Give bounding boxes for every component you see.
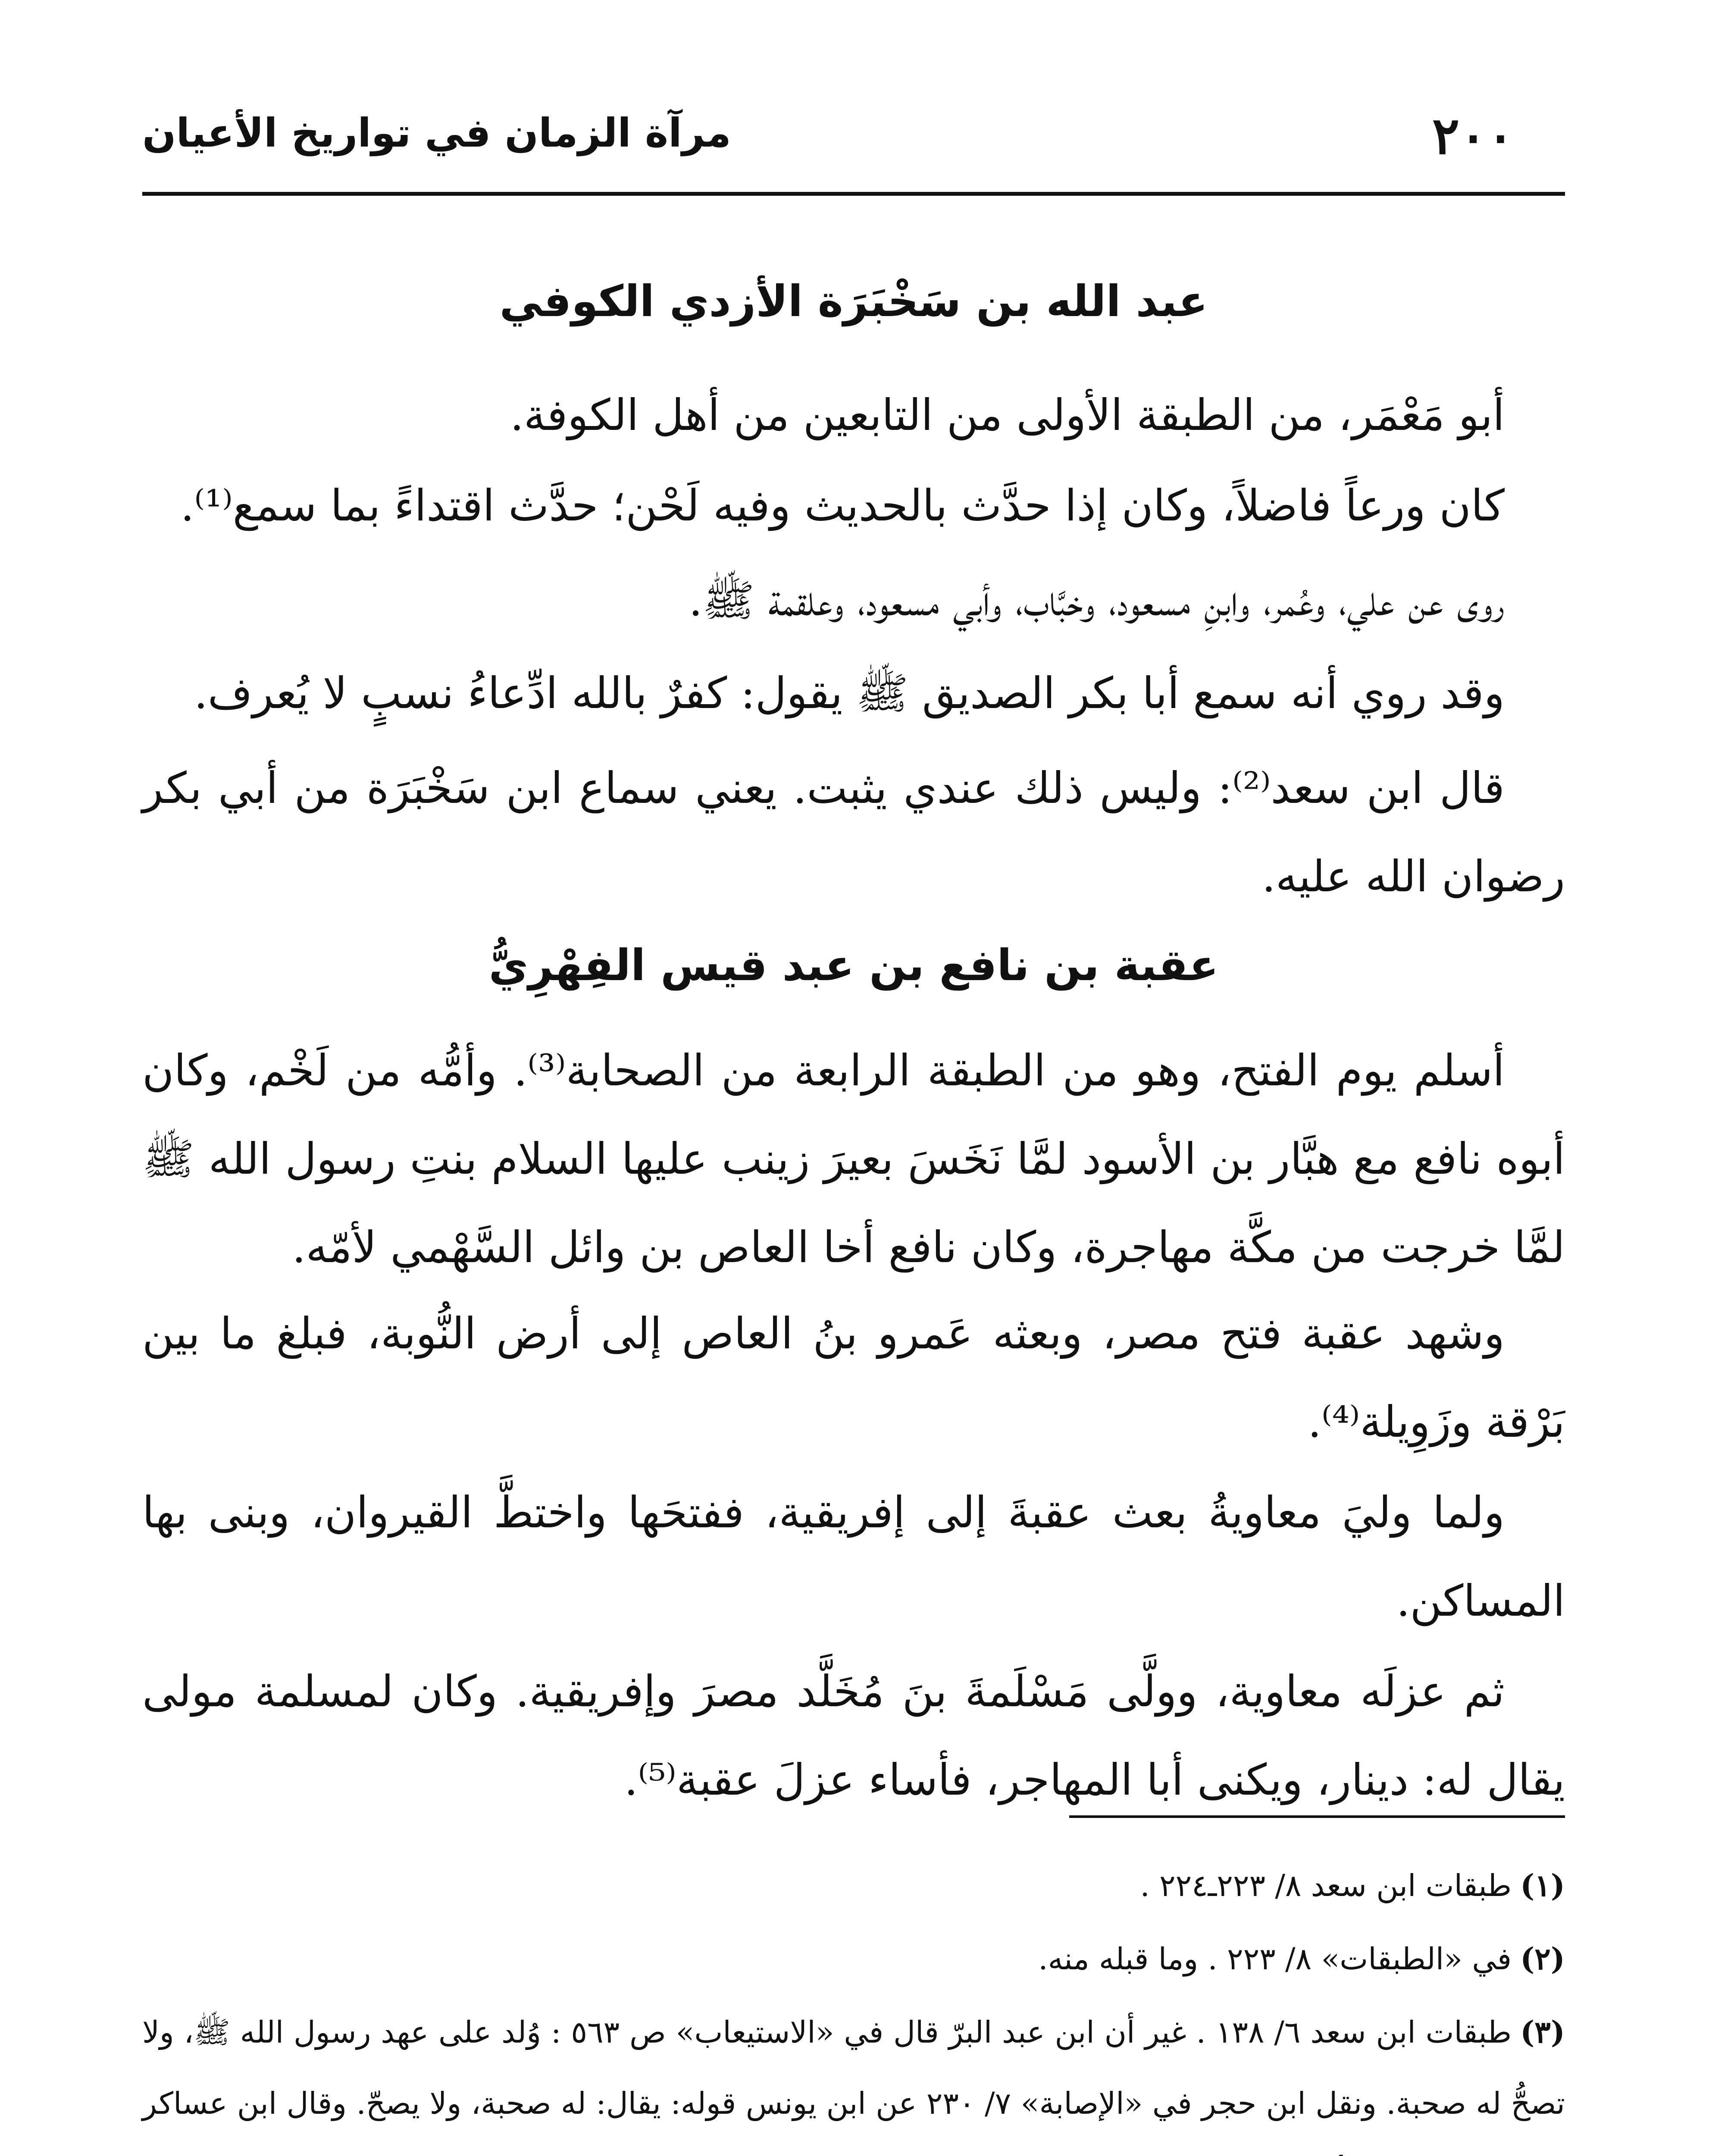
section-heading-2: عقبة بن نافع بن عبد قيس الفِهْرِيُّ: [488, 940, 1219, 990]
footnote-number: (٢): [1520, 1941, 1565, 1977]
paragraph: وشهد عقبة فتح مصر، وبعثه عَمرو بنُ العاص إلى أرض النُّوبة، فبلغ ما بين بَرْقة وزَوِيلة⁽⁴⁾.: [142, 1308, 1565, 1447]
paragraph: أبو مَعْمَر، من الطبقة الأولى من التابعين من أهل الكوفة.: [510, 390, 1505, 440]
footnote: [142, 1923, 1565, 1995]
paragraph: روى عن علي، وعُمر، وابنِ مسعود، وخبَّاب، وأبي مسعود، وعلقمة ﷺ.: [689, 575, 1505, 626]
footnote: [142, 1996, 1565, 2156]
paragraph: ثم عزلَه معاوية، وولَّى مَسْلَمةَ بنَ مُخَلَّد مصرَ وإفريقية. وكان لمسلمة مولى يقال له: دينار، ويكنى أبا المهاجر، فأساء عزلَ عقبة⁽⁵⁾.: [142, 1666, 1565, 1805]
running-header-title: مرآة الزمان في تواريخ الأعيان: [142, 110, 731, 156]
paragraph: ولما وليَ معاويةُ بعث عقبةَ إلى إفريقية، ففتحَها واختطَّ القيروان، وبنى بها المساكن.: [142, 1487, 1565, 1626]
paragraph: وقد روي أنه سمع أبا بكر الصديق ﷺ يقول: كفرٌ بالله ادِّعاءُ نسبٍ لا يُعرف.: [194, 668, 1505, 718]
paragraph: قال ابن سعد⁽²⁾: وليس ذلك عندي يثبت. يعني سماع ابن سَخْبَرَة من أبي بكر رضوان الله عليه.: [142, 763, 1565, 902]
header-rule: [142, 192, 1565, 196]
footnote-number: (١): [1520, 1868, 1565, 1903]
footnote-number: (٣): [1520, 2014, 1565, 2050]
footnote-separator: [1069, 1815, 1565, 1818]
footnote-text: طبقات ابن سعد ٨/ ٢٢٣ـ٢٢٤ .: [1140, 1868, 1512, 1903]
page-number: ٢٠٠: [1432, 106, 1514, 166]
paragraph: كان ورعاً فاضلاً، وكان إذا حدَّث بالحديث وفيه لَحْن؛ حدَّث اقتداءً بما سمع⁽¹⁾.: [180, 480, 1505, 531]
section-heading-1: عبد الله بن سَخْبَرَة الأزدي الكوفي: [499, 276, 1208, 326]
footnote-text: طبقات ابن سعد ٦/ ١٣٨ . غير أن ابن عبد البرّ قال في «الاستيعاب» ص ٥٦٣ : وُلد على عهد رسول الله ﷺ، ولا تصحُّ له صحبة. ونقل ابن حجر في «الإصابة» ٧/ ٢٣٠ عن ابن يونس قوله: يقال: له صحبة، ولا يصحّ. وقال ابن عساكر: [142, 2015, 1565, 2121]
footnote: [142, 1850, 1565, 1921]
paragraph: أسلم يوم الفتح، وهو من الطبقة الرابعة من الصحابة⁽³⁾. وأمُّه من لَخْم، وكان أبوه نافع مع هبَّار بن الأسود لمَّا نَخَسَ بعيرَ زينب عليها السلام بنتِ رسول الله ﷺ لمَّا خرجت من مكَّة مهاجرة، وكان نافع أخا العاص بن وائل السَّهْمي لأمّه.: [142, 1045, 1565, 1272]
footnote-text: في «الطبقات» ٨/ ٢٢٣ . وما قبله منه.: [1038, 1941, 1512, 1977]
